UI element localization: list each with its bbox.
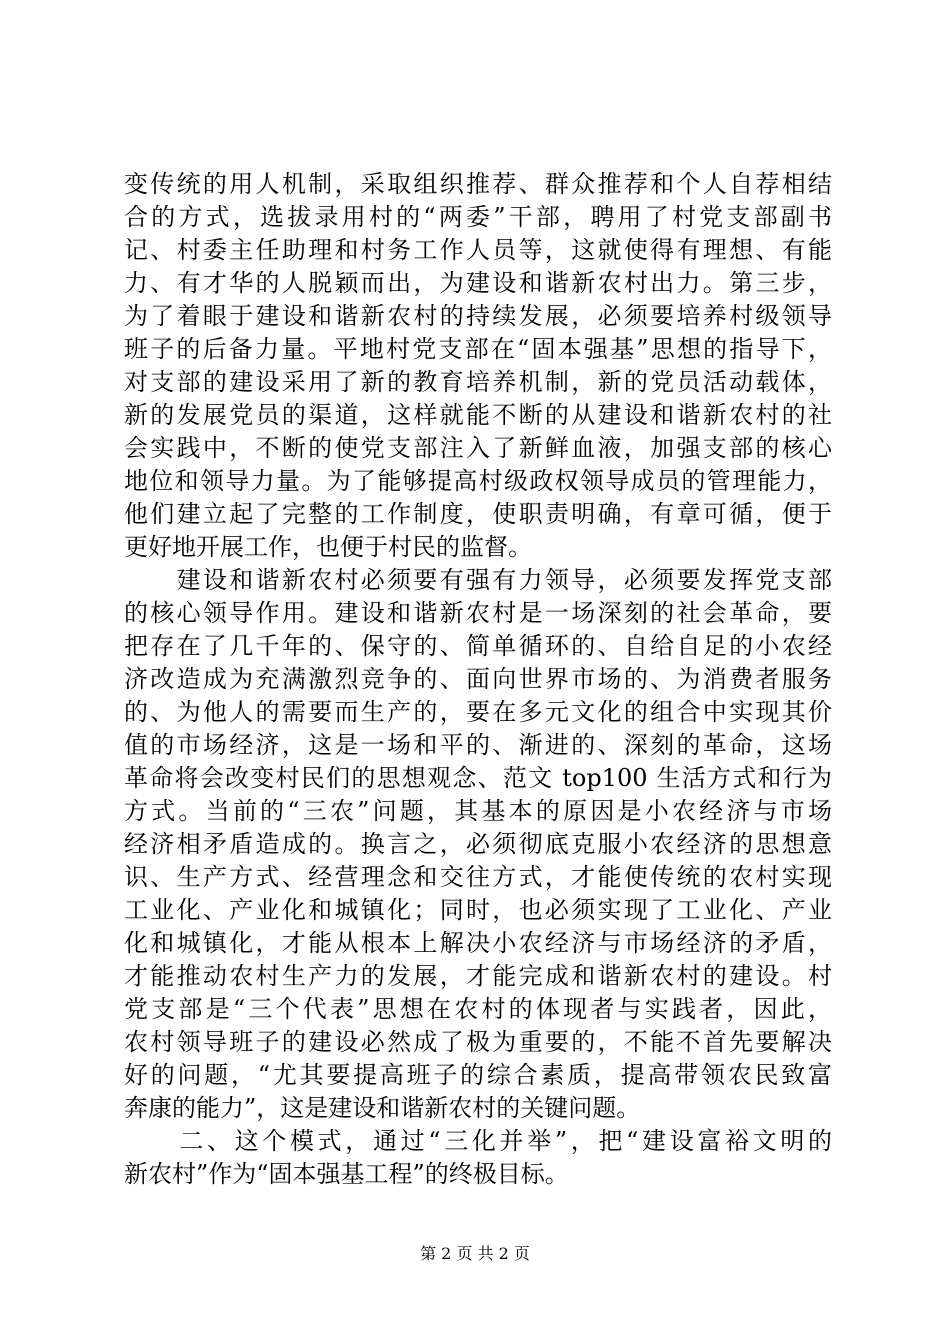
text-line: 的核心领导作用。建设和谐新农村是一场深刻的社会革命，要 [124, 599, 832, 627]
text-line: 识、生产方式、经营理念和交往方式，才能使传统的农村实现 [124, 863, 832, 891]
text-line: 记、村委主任助理和村务工作人员等，这就使得有理想、有能 [124, 236, 832, 264]
text-line: 的、为他人的需要而生产的，要在多元文化的组合中实现其价 [124, 698, 832, 726]
text-line: 二、这个模式，通过“三化并举”，把“建设富裕文明的 [124, 1127, 832, 1155]
page-footer: 第 2 页 共 2 页 [420, 1244, 530, 1263]
text-line: 工业化、产业化和城镇化；同时，也必须实现了工业化、产业 [124, 896, 832, 924]
text-line: 更好地开展工作，也便于村民的监督。 [124, 533, 532, 561]
text-line: 地位和领导力量。为了能够提高村级政权领导成员的管理能力， [124, 467, 832, 495]
text-line: 化和城镇化，才能从根本上解决小农经济与市场经济的矛盾， [124, 929, 832, 957]
text-line: 合的方式，选拔录用村的“两委”干部，聘用了村党支部副书 [124, 203, 832, 231]
text-line: 值的市场经济，这是一场和平的、渐进的、深刻的革命，这场 [124, 731, 832, 759]
text-line: 奔康的能力”，这是建设和谐新农村的关键问题。 [124, 1094, 641, 1122]
text-line: 把存在了几千年的、保守的、简单循环的、自给自足的小农经 [124, 632, 832, 660]
text-line: 新农村”作为“固本强基工程”的终极目标。 [124, 1160, 569, 1188]
text-line: 农村领导班子的建设必然成了极为重要的，不能不首先要解决 [124, 1028, 832, 1056]
text-line: 会实践中，不断的使党支部注入了新鲜血液，加强支部的核心 [124, 434, 832, 462]
text-line: 变传统的用人机制，采取组织推荐、群众推荐和个人自荐相结 [124, 170, 832, 198]
document-body [124, 168, 832, 1191]
text-line: 革命将会改变村民们的思想观念、范文 top100 生活方式和行为 [124, 764, 832, 792]
text-line: 新的发展党员的渠道，这样就能不断的从建设和谐新农村的社 [124, 401, 832, 429]
text-line: 济改造成为充满激烈竞争的、面向世界市场的、为消费者服务 [124, 665, 832, 693]
text-line: 对支部的建设采用了新的教育培养机制，新的党员活动载体， [124, 368, 832, 396]
text-line: 他们建立起了完整的工作制度，使职责明确，有章可循，便于 [124, 500, 832, 528]
text-line: 方式。当前的“三农”问题，其基本的原因是小农经济与市场 [124, 797, 832, 825]
text-line: 力、有才华的人脱颖而出，为建设和谐新农村出力。第三步， [124, 269, 832, 297]
text-line: 党支部是“三个代表”思想在农村的体现者与实践者，因此， [124, 995, 832, 1023]
text-line: 才能推动农村生产力的发展，才能完成和谐新农村的建设。村 [124, 962, 832, 990]
text-line: 好的问题，“尤其要提高班子的综合素质，提高带领农民致富 [124, 1061, 832, 1089]
text-line: 建设和谐新农村必须要有强有力领导，必须要发挥党支部 [124, 566, 832, 594]
text-line: 班子的后备力量。平地村党支部在“固本强基”思想的指导下， [124, 335, 832, 363]
text-line: 经济相矛盾造成的。换言之，必须彻底克服小农经济的思想意 [124, 830, 832, 858]
text-line: 为了着眼于建设和谐新农村的持续发展，必须要培养村级领导 [124, 302, 832, 330]
